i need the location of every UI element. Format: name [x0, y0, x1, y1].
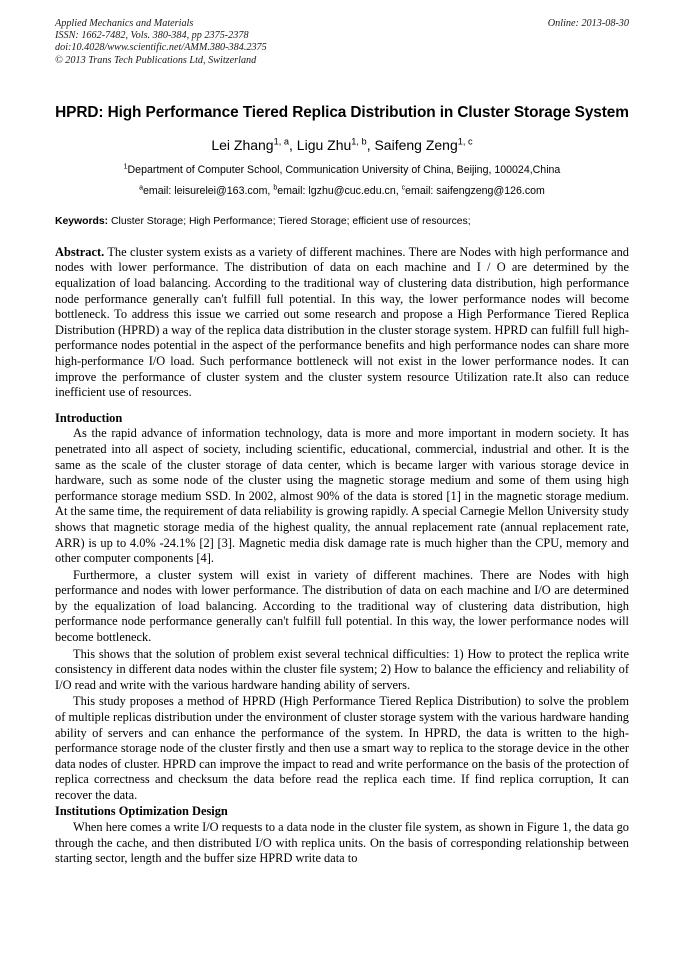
- paragraph: This study proposes a method of HPRD (High Performance Tiered Replica Distribution) to solve the problem of multiple replicas distribution under the environment of cluster storage system with the various hardware handing ability of servers and can enhance the performance of the system. In HPRD, the data is written to the high-performance storage node of the cluster firstly and then use a smart way to replica to the storage device in the other data nodes of cluster. HPRD can improve the impact to read and write performance on the basis of the protection of replica correctness and checksum the data before read the replica each time. If find replica corruption, It can recover the data.: [55, 694, 629, 802]
- affiliation-marker: 1: [123, 163, 128, 171]
- journal-copyright: © 2013 Trans Tech Publications Ltd, Switzerland: [55, 54, 257, 66]
- author-name-3: Saifeng Zeng: [374, 136, 458, 153]
- author-marker-1: 1, a: [273, 136, 290, 147]
- email-address-b: email: lgzhu@cuc.edu.cn,: [277, 184, 402, 197]
- author-name-1: Lei Zhang: [211, 136, 274, 153]
- author-marker-2: 1, b: [351, 136, 367, 147]
- email-address-c: email: saifengzeng@126.com: [405, 184, 545, 197]
- author-separator-2: ,: [366, 136, 375, 153]
- journal-doi: doi:10.4028/www.scientific.net/AMM.380-384.2375: [55, 42, 267, 54]
- author-name-2: Ligu Zhu: [296, 136, 352, 153]
- keywords-label: Keywords:: [55, 215, 109, 227]
- email-marker-a: a: [139, 184, 144, 192]
- keywords-value: Cluster Storage; High Performance; Tiered Storage; efficient use of resources;: [108, 215, 471, 227]
- paragraph: As the rapid advance of information technology, data is more and more important in modern society. It has penetrated into all aspect of society, including scientific, educational, commercial, industrial and other. It is the same as the scale of the cluster storage of data center, which is became larger with various storage device in hardware, such as some node of the cluster using the magnetic storage medium and some of them using high performance storage medium SSD. In 2002, almost 90% of the data is stored [1] in the magnetic storage medium. At the same time, the requirement of data reliability is growing rapidly. A special Carnegie Mellon University study shows that magnetic storage media of the highest quality, the annual replacement rate (annual replacement rate, ARR) is up to 4.0% -24.1% [2] [3]. Magnetic media disk damage rate is much higher than the CPU, memory and other computer components [4].: [55, 426, 629, 566]
- page-content-column: [55, 18, 629, 867]
- online-publication-date: Online: 2013-08-30: [547, 18, 629, 29]
- affiliation-text: Department of Computer School, Communication University of China, Beijing, 100024,China: [127, 163, 561, 176]
- paragraph: This shows that the solution of problem exist several technical difficulties: 1) How to protect the replica write consistency in different data nodes within the cluster file system; 2) How to balance the efficiency and reliability of I/O read and write with the various hardware handing ability of servers.: [55, 646, 629, 692]
- abstract-label: Abstract.: [55, 244, 105, 259]
- section-heading-introduction: Introduction: [55, 410, 123, 425]
- paragraph: When here comes a write I/O requests to a data node in the cluster file system, as shown in Figure 1, the data go through the cache, and then distributed I/O with replica units. On the basis of corresponding relationship between starting sector, length and the buffer size HPRD write data to: [55, 820, 629, 866]
- paragraph: Furthermore, a cluster system will exist in variety of different machines. There are Nodes with high performance and nodes with lower performance. The distribution of data on each machine and I/O are determined by the equalization of load balancing. According to the traditional way of clustering data distribution, high performance node performance generally can't fulfill full potential. In this way, the lower performance nodes will become bottleneck.: [55, 567, 629, 645]
- author-separator-1: ,: [289, 136, 297, 153]
- keywords-line: [55, 215, 629, 229]
- author-marker-3: 1, c: [457, 136, 473, 147]
- author-list: [55, 136, 629, 154]
- abstract-paragraph: [55, 245, 629, 401]
- page-title: HPRD: High Performance Tiered Replica Distribution in Cluster Storage System: [55, 103, 629, 121]
- section-heading-institutions-optimization-design: Institutions Optimization Design: [55, 803, 228, 818]
- journal-header: [55, 18, 629, 67]
- affiliation: [55, 163, 629, 177]
- abstract-text: The cluster system exists as a variety of different machines. There are Nodes with high performance and nodes with lower performance. The distribution of data on each machine and I / O are determined by the equalization of load balancing. According to the traditional way of clustering data distribution, high performance node performance generally can't fulfill full potential. In this way, the lower performance nodes will become bottleneck. To address this issue we carried out some research and propose a High Performance Tiered Replica Distribution (HPRD) a way of the replica data distribution in the cluster storage system. HPRD can fulfill full high-performance nodes potential in the aspect of the performance benefits and high performance nodes can share more high-performance I/O load. Such performance bottleneck will not exist in the lower performance nodes. It can improve the performance of cluster system and the cluster system resource Utilization rate.It also can reduce inefficient use of resources.: [55, 244, 629, 400]
- author-emails: [55, 184, 629, 198]
- journal-issn-volume: ISSN: 1662-7482, Vols. 380-384, pp 2375-2378: [55, 30, 249, 42]
- journal-header-left: [55, 18, 455, 67]
- email-address-a: email: leisurelei@163.com,: [143, 184, 274, 197]
- journal-name: Applied Mechanics and Materials: [55, 18, 194, 29]
- email-marker-c: c: [401, 184, 406, 192]
- email-marker-b: b: [273, 184, 278, 192]
